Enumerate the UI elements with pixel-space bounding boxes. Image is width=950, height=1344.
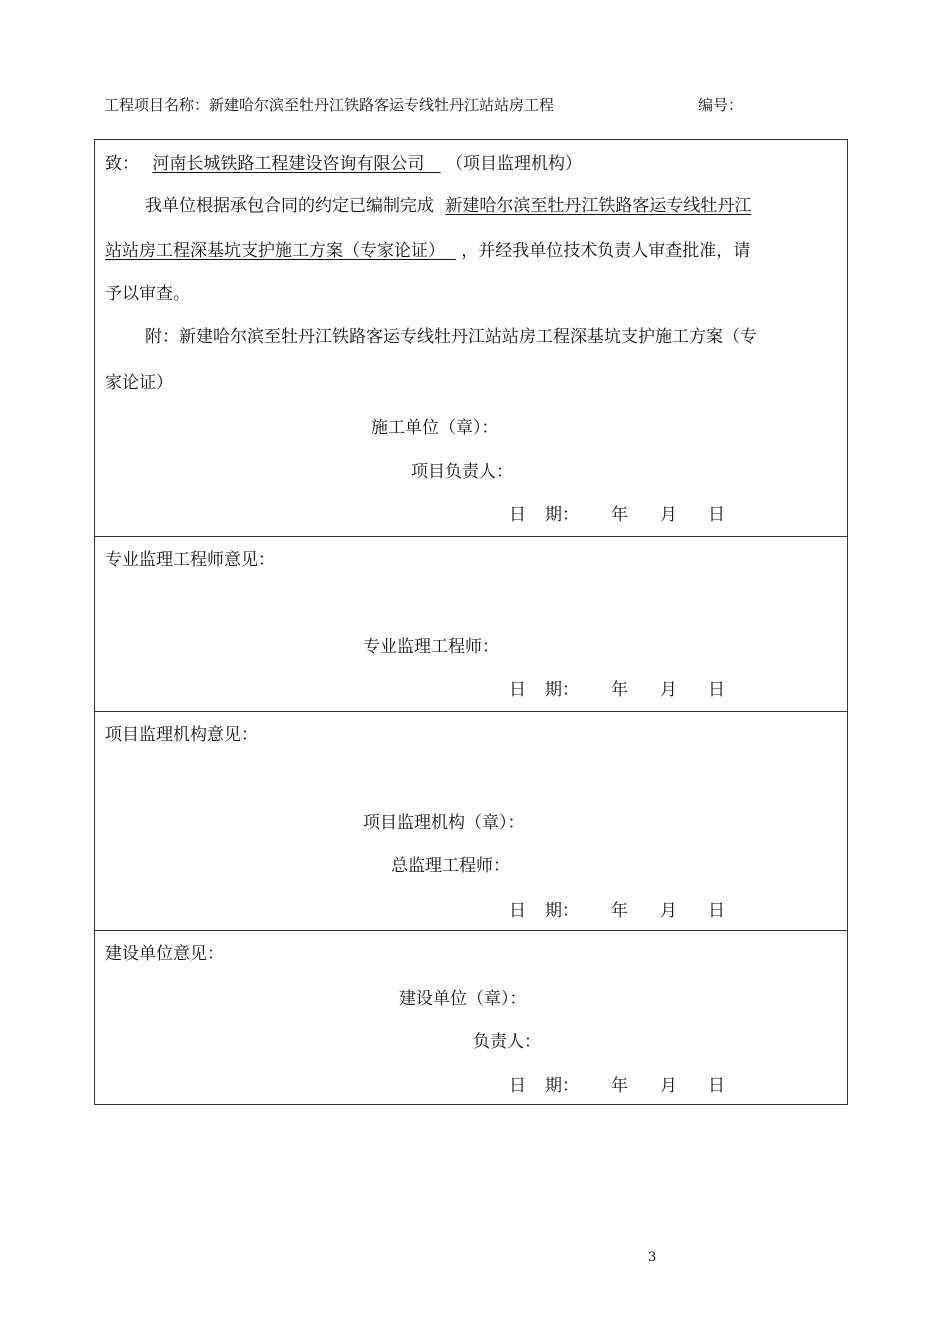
owner-opinion-section bbox=[95, 931, 847, 1106]
body-line-3: 予以审查。 bbox=[105, 284, 190, 304]
to-suffix: （项目监理机构） bbox=[446, 154, 583, 174]
project-name: 新建哈尔滨至牡丹江铁路客运专线牡丹江站站房工程 bbox=[209, 96, 555, 114]
page-number: 3 bbox=[648, 1250, 657, 1265]
date-row: 日 期： 年 月 日 bbox=[509, 505, 725, 525]
contractor-seal-label: 施工单位（章）： bbox=[371, 418, 499, 438]
body-line-1: 我单位根据承包合同的约定已编制完成 新建哈尔滨至牡丹江铁路客运专线牡丹江 bbox=[145, 196, 752, 216]
engineer-opinion-title: 专业监理工程师意见： bbox=[105, 550, 275, 570]
number-label: 编号： bbox=[698, 96, 744, 114]
to-org: 河南长城铁路工程建设咨询有限公司 bbox=[152, 154, 425, 174]
attachment-line-2: 家论证） bbox=[105, 373, 173, 393]
body-line-2: 站站房工程深基坑支护施工方案（专家论证） ，并经我单位技术负责人审查批准，请 bbox=[105, 241, 751, 261]
supervision-seal-label: 项目监理机构（章）： bbox=[363, 813, 525, 833]
to-label: 致： bbox=[105, 154, 139, 174]
plan-title-line2: 站站房工程深基坑支护施工方案（专家论证） bbox=[105, 241, 445, 261]
contractor-section bbox=[95, 140, 847, 537]
owner-seal-label: 建设单位（章）： bbox=[399, 989, 527, 1009]
plan-title-line1: 新建哈尔滨至牡丹江铁路客运专线牡丹江 bbox=[445, 196, 752, 216]
owner-person-label: 负责人： bbox=[473, 1032, 541, 1052]
project-name-line bbox=[104, 94, 554, 115]
date-row: 日 期： 年 月 日 bbox=[509, 901, 725, 921]
project-label: 工程项目名称： bbox=[104, 96, 210, 114]
chief-engineer-label: 总监理工程师： bbox=[391, 856, 510, 876]
engineer-opinion-section bbox=[95, 537, 847, 712]
attachment-line-1: 附：新建哈尔滨至牡丹江铁路客运专线牡丹江站站房工程深基坑支护施工方案（专 bbox=[145, 327, 757, 347]
date-row: 日 期： 年 月 日 bbox=[509, 680, 725, 700]
owner-opinion-title: 建设单位意见： bbox=[105, 944, 224, 964]
engineer-sign-label: 专业监理工程师： bbox=[363, 637, 499, 657]
date-row: 日 期： 年 月 日 bbox=[509, 1076, 725, 1096]
supervision-opinion-section bbox=[95, 712, 847, 931]
to-line bbox=[105, 149, 582, 174]
project-manager-label: 项目负责人： bbox=[411, 462, 513, 482]
supervision-opinion-title: 项目监理机构意见： bbox=[105, 725, 258, 745]
approval-form-table bbox=[94, 139, 848, 1105]
